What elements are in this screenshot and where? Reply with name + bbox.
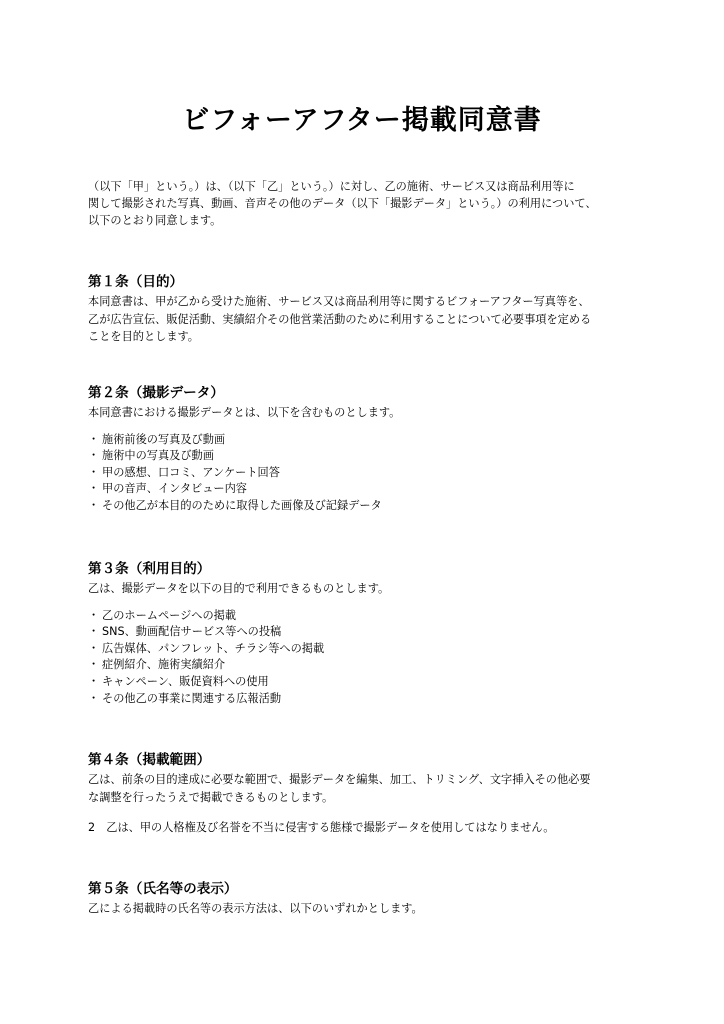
article-4-line: 乙は、前条の目的達成に必要な範囲で、撮影データを編集、加工、トリミング、文字挿入その他必要 bbox=[88, 773, 591, 786]
list-item bbox=[88, 691, 658, 708]
list-item bbox=[88, 465, 658, 482]
bullet-mark: ・ bbox=[88, 658, 100, 672]
intro-line: （以下「甲」という。）は、（以下「乙」という。）に対し、乙の施術、サービス又は商品利用等に bbox=[88, 180, 575, 193]
article-2-heading: 第２条（撮影データ） bbox=[88, 385, 224, 401]
bullet-mark: ・ bbox=[88, 482, 100, 496]
article-2-list bbox=[88, 432, 658, 515]
list-item bbox=[88, 432, 658, 449]
article-1-body bbox=[88, 293, 658, 346]
list-item-text: 広告媒体、パンフレット、チラシ等への掲載 bbox=[102, 641, 325, 655]
article-5-line: 乙による掲載時の氏名等の表示方法は、以下のいずれかとします。 bbox=[88, 902, 423, 915]
article-4-paragraph-2: 2 乙は、甲の人格権及び名誉を不当に侵害する態様で撮影データを使用してはなりません。 bbox=[88, 821, 555, 835]
bullet-mark: ・ bbox=[88, 674, 100, 688]
article-2-line: 本同意書における撮影データとは、以下を含むものとします。 bbox=[88, 406, 401, 419]
list-item bbox=[88, 641, 658, 658]
bullet-mark: ・ bbox=[88, 465, 100, 479]
article-1 bbox=[88, 273, 658, 346]
list-item-text: その他乙の事業に関連する広報活動 bbox=[102, 691, 282, 705]
bullet-mark: ・ bbox=[88, 498, 100, 512]
list-item bbox=[88, 448, 658, 465]
bullet-mark: ・ bbox=[88, 691, 100, 705]
article-3-list bbox=[88, 608, 658, 708]
bullet-mark: ・ bbox=[88, 608, 100, 622]
list-item-text: 症例紹介、施術実績紹介 bbox=[102, 658, 226, 672]
list-item-text: 甲の感想、口コミ、アンケート回答 bbox=[102, 465, 280, 479]
list-item bbox=[88, 657, 658, 674]
list-item bbox=[88, 674, 658, 691]
bullet-mark: ・ bbox=[88, 432, 100, 446]
list-item-text: 甲の音声、インタビュー内容 bbox=[102, 482, 247, 496]
article-3-line: 乙は、撮影データを以下の目的で利用できるものとします。 bbox=[88, 582, 390, 595]
bullet-mark: ・ bbox=[88, 641, 100, 655]
list-item-text: キャンペーン、販促資料への使用 bbox=[102, 674, 269, 688]
list-item-text: 施術前後の写真及び動画 bbox=[102, 432, 226, 446]
article-3-heading: 第３条（利用目的） bbox=[88, 561, 211, 577]
bullet-mark: ・ bbox=[88, 449, 100, 463]
article-1-line: 乙が広告宣伝、販促活動、実績紹介その他営業活動のために利用することについて必要事項を定める bbox=[88, 312, 592, 326]
article-4-line: な調整を行ったうえで掲載できるものとします。 bbox=[88, 790, 334, 804]
article-4-body bbox=[88, 771, 658, 806]
article-1-line: 本同意書は、甲が乙から受けた施術、サービス又は商品利用等に関するビフォーアフター写真等を、 bbox=[88, 295, 590, 308]
list-item bbox=[88, 624, 658, 641]
article-5-body bbox=[88, 900, 658, 918]
article-1-heading: 第１条（目的） bbox=[88, 274, 184, 290]
document-title: ビフォーアフター掲載同意書 bbox=[182, 105, 542, 136]
list-item bbox=[88, 608, 658, 625]
intro-line: 関して撮影された写真、動画、音声その他のデータ（以下「撮影データ」という。）の利用について、 bbox=[88, 197, 597, 211]
list-item-text: 施術中の写真及び動画 bbox=[102, 449, 214, 463]
article-5 bbox=[88, 880, 658, 918]
article-4 bbox=[88, 751, 658, 837]
article-3-body bbox=[88, 580, 658, 598]
list-item-text: その他乙が本目的のために取得した画像及び記録データ bbox=[102, 498, 382, 512]
article-2 bbox=[88, 384, 658, 515]
list-item-text: 乙のホームページへの掲載 bbox=[102, 608, 237, 622]
article-2-body bbox=[88, 404, 658, 422]
intro-line: 以下のとおり同意します。 bbox=[88, 214, 222, 228]
bullet-mark: ・ bbox=[88, 625, 100, 639]
list-item bbox=[88, 498, 658, 515]
list-item-text: SNS、動画配信サービス等への投稿 bbox=[102, 625, 282, 639]
list-item bbox=[88, 481, 658, 498]
article-4-heading: 第４条（掲載範囲） bbox=[88, 752, 211, 768]
article-5-heading: 第５条（氏名等の表示） bbox=[88, 881, 238, 897]
article-3 bbox=[88, 560, 658, 707]
intro-paragraph bbox=[88, 178, 658, 230]
article-1-line: ことを目的とします。 bbox=[88, 330, 199, 344]
